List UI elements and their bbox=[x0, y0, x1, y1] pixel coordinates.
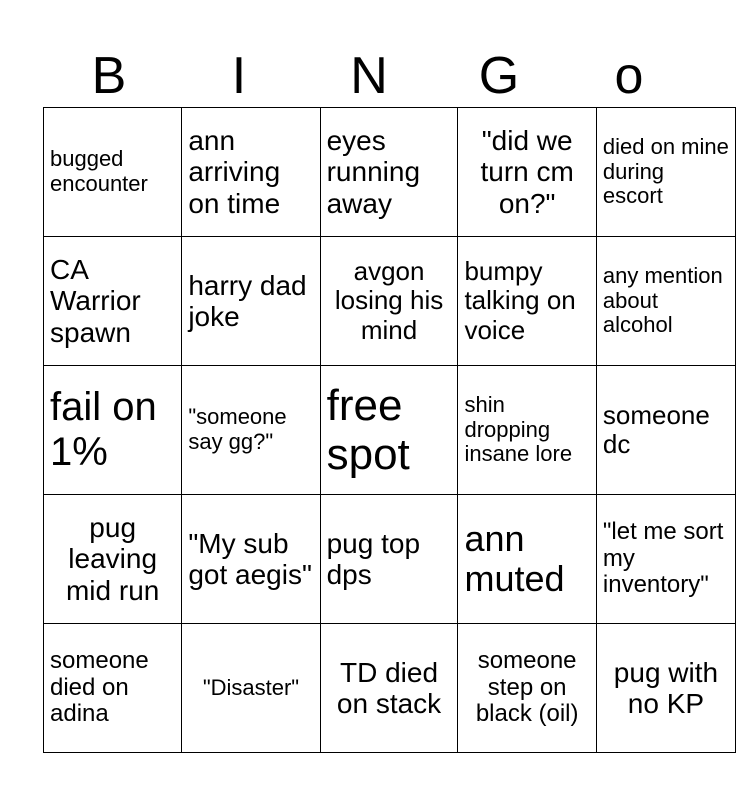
header-letter-n: N bbox=[350, 47, 388, 105]
bingo-cell[interactable]: someone dc bbox=[596, 366, 735, 495]
header-letter-i: I bbox=[231, 47, 247, 105]
bingo-cell[interactable]: pug leaving mid run bbox=[44, 495, 182, 624]
bingo-cell[interactable]: bugged encounter bbox=[44, 108, 182, 237]
bingo-header bbox=[44, 44, 694, 108]
board-row bbox=[44, 495, 736, 624]
bingo-cell[interactable]: someone step on black (oil) bbox=[458, 624, 596, 753]
bingo-cell[interactable]: shin dropping insane lore bbox=[458, 366, 596, 495]
bingo-cell[interactable]: "did we turn cm on?" bbox=[458, 108, 596, 237]
board-row bbox=[44, 624, 736, 753]
bingo-cell[interactable]: pug with no KP bbox=[596, 624, 735, 753]
board-row bbox=[44, 366, 736, 495]
bingo-cell[interactable]: bumpy talking on voice bbox=[458, 237, 596, 366]
bingo-cell[interactable]: harry dad joke bbox=[182, 237, 320, 366]
bingo-cell[interactable]: TD died on stack bbox=[320, 624, 458, 753]
bingo-cell[interactable]: died on mine during escort bbox=[596, 108, 735, 237]
bingo-cell[interactable]: eyes running away bbox=[320, 108, 458, 237]
header-letter-b: B bbox=[91, 47, 127, 105]
bingo-cell[interactable]: avgon losing his mind bbox=[320, 237, 458, 366]
bingo-board bbox=[43, 107, 736, 753]
header-letter-o: o bbox=[614, 47, 644, 105]
bingo-cell[interactable]: any mention about alcohol bbox=[596, 237, 735, 366]
bingo-cell[interactable]: "My sub got aegis" bbox=[182, 495, 320, 624]
bingo-cell[interactable]: ann arriving on time bbox=[182, 108, 320, 237]
free-spot-cell[interactable]: free spot bbox=[320, 366, 458, 495]
bingo-cell[interactable]: "let me sort my inventory" bbox=[596, 495, 735, 624]
header-letter-g: G bbox=[478, 47, 520, 105]
board-row bbox=[44, 237, 736, 366]
bingo-cell[interactable]: fail on 1% bbox=[44, 366, 182, 495]
bingo-cell[interactable]: ann muted bbox=[458, 495, 596, 624]
bingo-cell[interactable]: pug top dps bbox=[320, 495, 458, 624]
bingo-cell[interactable]: "someone say gg?" bbox=[182, 366, 320, 495]
bingo-cell[interactable]: someone died on adina bbox=[44, 624, 182, 753]
bingo-cell[interactable]: CA Warrior spawn bbox=[44, 237, 182, 366]
board-row bbox=[44, 108, 736, 237]
bingo-cell[interactable]: "Disaster" bbox=[182, 624, 320, 753]
